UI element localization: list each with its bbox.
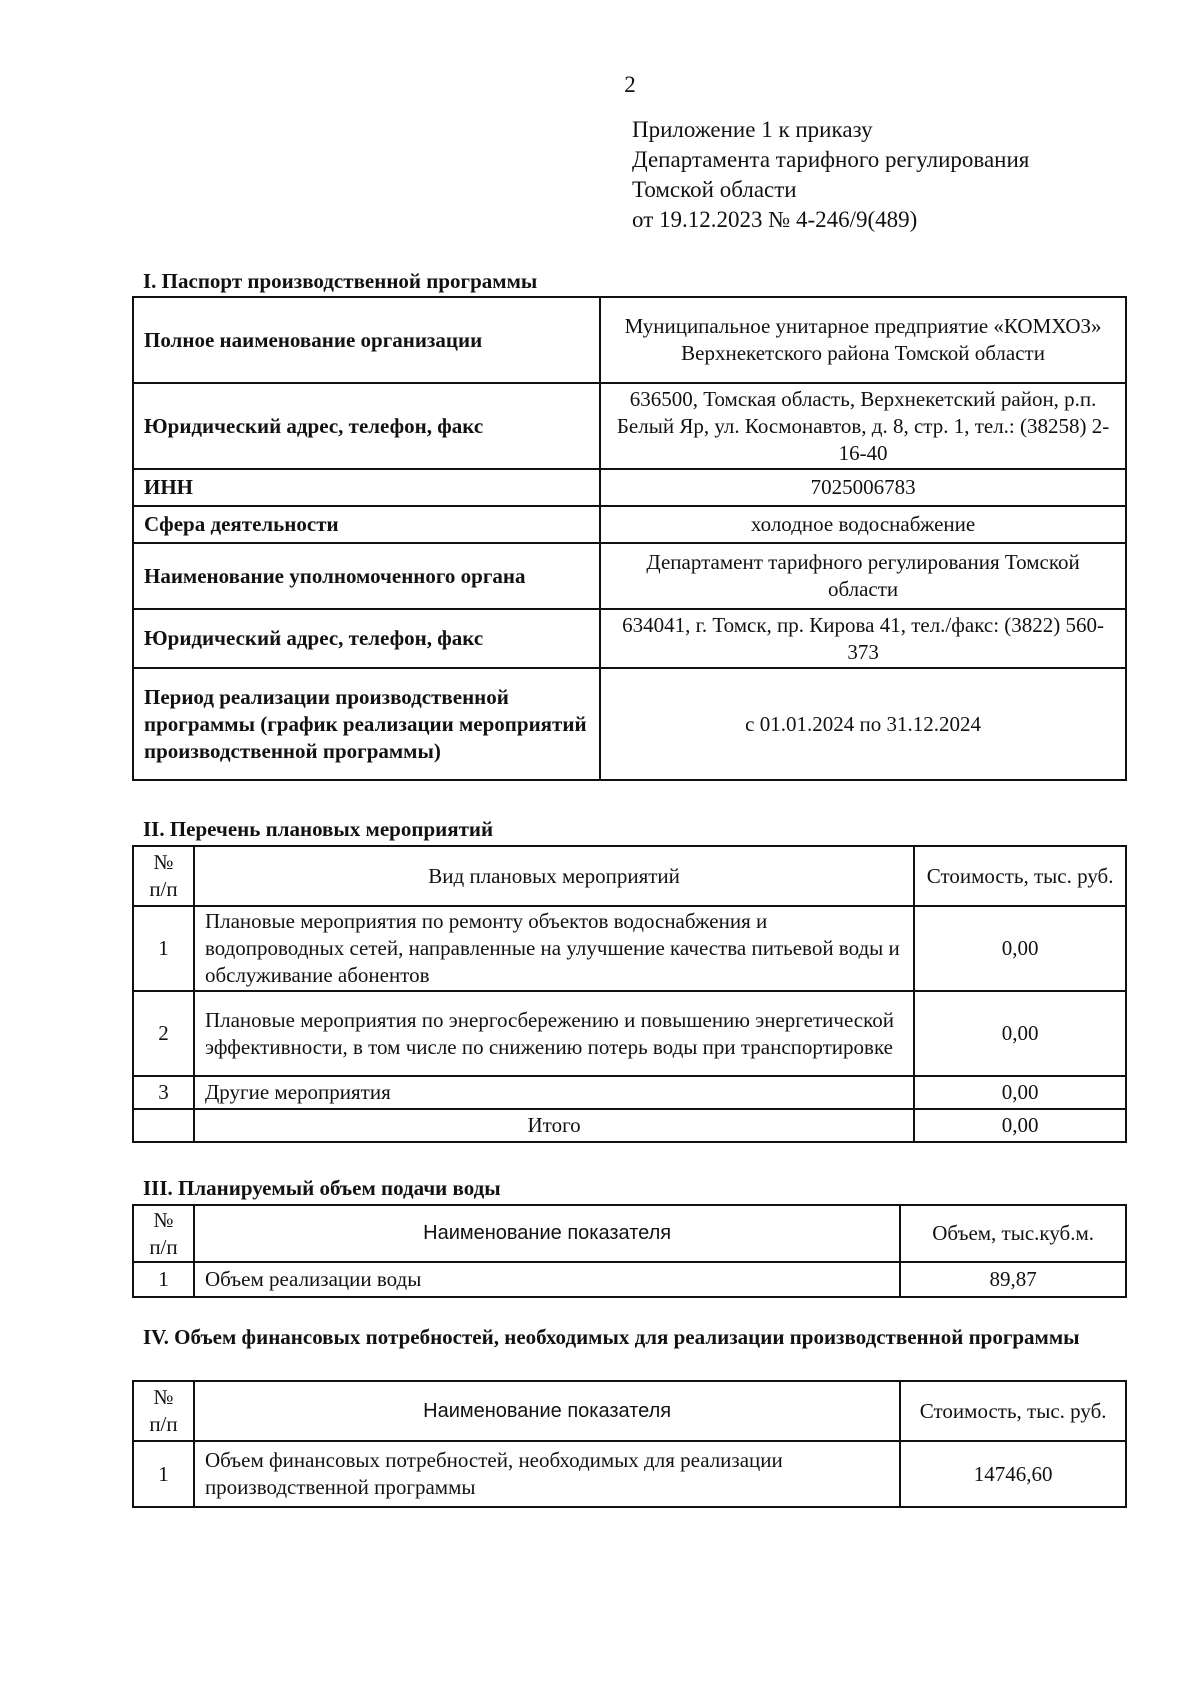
measure-name: Другие мероприятия (194, 1076, 914, 1109)
appendix-block (632, 115, 1029, 235)
table-header-row (133, 1381, 1126, 1441)
passport-label: Сфера деятельности (133, 506, 600, 543)
passport-value: 7025006783 (600, 469, 1126, 506)
section-4-heading: IV. Объем финансовых потребностей, необходимых для реализации производственной программы (143, 1325, 1080, 1349)
passport-label: Юридический адрес, телефон, факс (133, 383, 600, 469)
column-header-number: № п/п (133, 1205, 194, 1262)
appendix-line: Департамента тарифного регулирования (632, 147, 1030, 172)
column-header-cost: Стоимость, тыс. руб. (914, 846, 1126, 906)
row-number: 2 (133, 991, 194, 1076)
measure-cost: 0,00 (914, 991, 1126, 1076)
column-header-volume: Объем, тыс.куб.м. (900, 1205, 1126, 1262)
table-row (133, 991, 1126, 1076)
column-header-name: Наименование показателя (194, 1381, 900, 1441)
table-row (133, 297, 1126, 383)
appendix-line: от 19.12.2023 № 4-246/9(489) (632, 207, 918, 232)
table-row (133, 906, 1126, 991)
indicator-name: Объем финансовых потребностей, необходимых для реализации производственной программы (194, 1441, 900, 1507)
passport-value: Муниципальное унитарное предприятие «КОМХОЗ» Верхнекетского района Томской области (600, 297, 1126, 383)
measure-cost: 0,00 (914, 1076, 1126, 1109)
passport-value: 634041, г. Томск, пр. Кирова 41, тел./факс: (3822) 560-373 (600, 609, 1126, 668)
table-row (133, 609, 1126, 668)
passport-label: Период реализации производственной программы (график реализации мероприятий производственной программы) (133, 668, 600, 780)
column-header-number: № п/п (133, 1381, 194, 1441)
appendix-line: Приложение 1 к приказу (632, 117, 873, 142)
total-cost: 0,00 (914, 1109, 1126, 1142)
measure-name: Плановые мероприятия по энергосбережению и повышению энергетической эффективности, в том числе по снижению потерь воды при транспортировке (194, 991, 914, 1076)
water-volume-table (132, 1204, 1127, 1298)
column-header-name: Вид плановых мероприятий (194, 846, 914, 906)
financial-needs-table (132, 1380, 1127, 1508)
table-row (133, 1441, 1126, 1507)
indicator-cost: 14746,60 (900, 1441, 1126, 1507)
column-header-number: № п/п (133, 846, 194, 906)
table-row (133, 383, 1126, 469)
passport-label: Юридический адрес, телефон, факс (133, 609, 600, 668)
row-number: 3 (133, 1076, 194, 1109)
passport-value: Департамент тарифного регулирования Томской области (600, 543, 1126, 609)
row-number: 1 (133, 1441, 194, 1507)
column-header-name: Наименование показателя (194, 1205, 900, 1262)
table-row (133, 1076, 1126, 1109)
passport-label: ИНН (133, 469, 600, 506)
row-number: 1 (133, 1262, 194, 1297)
table-row (133, 469, 1126, 506)
table-row (133, 506, 1126, 543)
total-label: Итого (194, 1109, 914, 1142)
measure-cost: 0,00 (914, 906, 1126, 991)
section-1-heading: I. Паспорт производственной программы (143, 269, 538, 293)
indicator-name: Объем реализации воды (194, 1262, 900, 1297)
table-row (133, 1262, 1126, 1297)
total-row (133, 1109, 1126, 1142)
table-row (133, 668, 1126, 780)
section-2-heading: II. Перечень плановых мероприятий (143, 817, 494, 841)
passport-label: Полное наименование организации (133, 297, 600, 383)
appendix-line: Томской области (632, 177, 797, 202)
column-header-cost: Стоимость, тыс. руб. (900, 1381, 1126, 1441)
table-header-row (133, 846, 1126, 906)
passport-value: с 01.01.2024 по 31.12.2024 (600, 668, 1126, 780)
page-number: 2 (624, 72, 636, 97)
passport-value: холодное водоснабжение (600, 506, 1126, 543)
table-header-row (133, 1205, 1126, 1262)
row-number: 1 (133, 906, 194, 991)
passport-table (132, 296, 1127, 781)
total-empty-cell (133, 1109, 194, 1142)
measures-table (132, 845, 1127, 1143)
table-row (133, 543, 1126, 609)
passport-value: 636500, Томская область, Верхнекетский район, р.п. Белый Яр, ул. Космонавтов, д. 8, стр. 1, тел.: (38258) 2-16-40 (600, 383, 1126, 469)
passport-label: Наименование уполномоченного органа (133, 543, 600, 609)
indicator-volume: 89,87 (900, 1262, 1126, 1297)
measure-name: Плановые мероприятия по ремонту объектов водоснабжения и водопроводных сетей, направленные на улучшение качества питьевой воды и обслуживание абонентов (194, 906, 914, 991)
section-3-heading: III. Планируемый объем подачи воды (143, 1176, 501, 1200)
